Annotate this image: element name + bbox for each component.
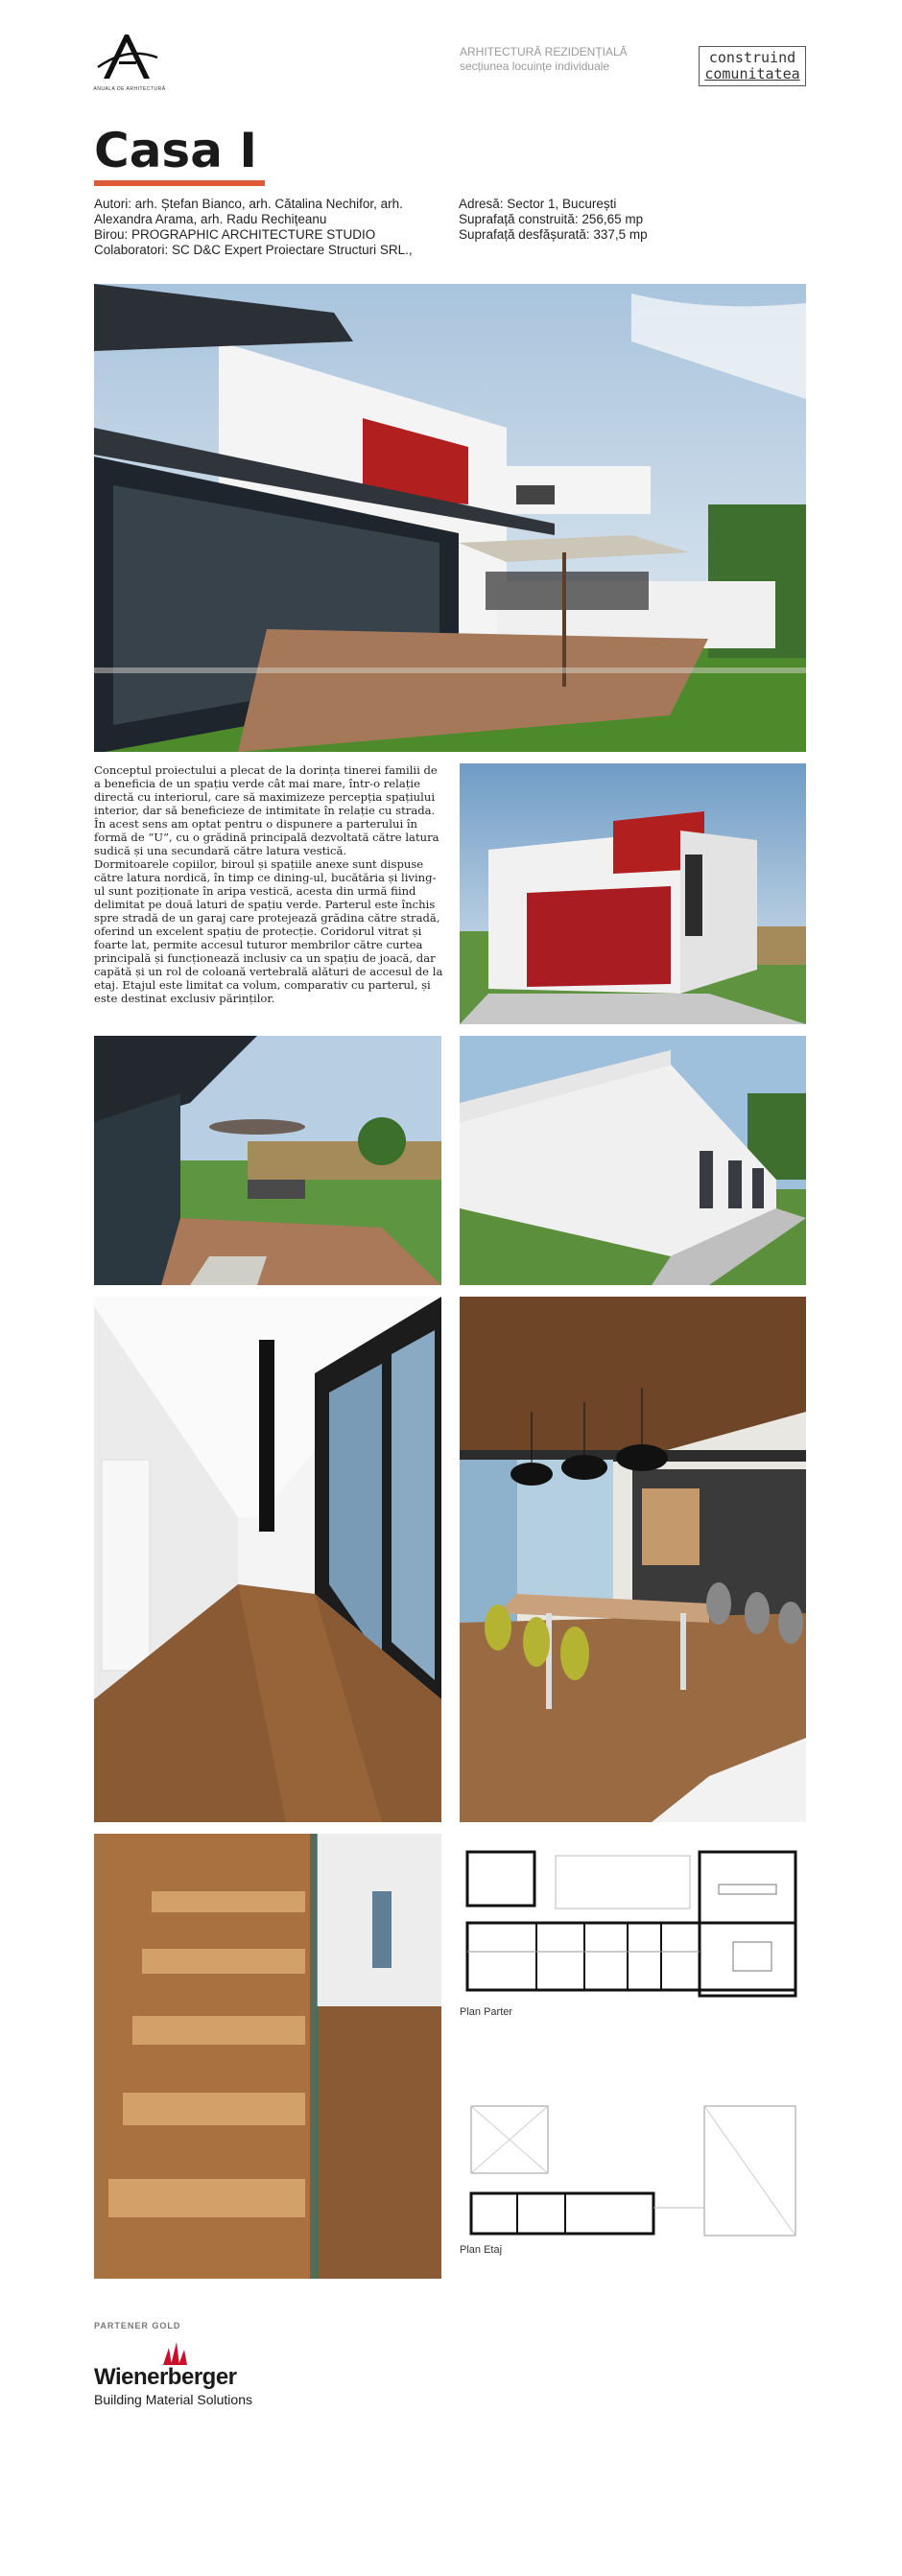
description-paragraph: Conceptul proiectului a plecat de la dorința tinerei familii de a beneficia de un spațiu verde cât mai mare, într-o relație directă cu interiorul, care să maximizeze percepția spațiului interior, dar să beneficieze de intimitate în relație cu strada. În acest sens am optat pentru o dispunere a parterului în formă de “U”, cu o grădină principală dezvoltată către latura sudică și una secundară către latura vestică. [94, 763, 439, 857]
partner-tagline: Building Material Solutions [94, 2392, 252, 2407]
office: Birou: PROGRAPHIC ARCHITECTURE STUDIO [94, 227, 376, 242]
category-line: ARHITECTURĂ REZIDENȚIALĂ [460, 45, 628, 59]
authors: Autori: arh. Ștefan Bianco, arh. Cătalina Nechifor, arh. Alexandra Arama, arh. Radu Rechițeanu [94, 197, 403, 226]
project-title: Casa I [94, 123, 257, 178]
ground-floor-plan [460, 1846, 806, 2004]
developed-area: Suprafață desfășurată: 337,5 mp [459, 227, 648, 242]
construind-comunitatea-logo [699, 46, 806, 86]
staircase-photo [94, 1834, 441, 2279]
logo-caption: ANUALA DE ARHITECTURĂ [93, 86, 166, 92]
category-heading [460, 45, 628, 74]
project-description [94, 763, 445, 1005]
cc-logo-line1: construind [708, 49, 796, 66]
terrace-photo [94, 1036, 441, 1285]
project-credits [94, 197, 459, 258]
built-area: Suprafață construită: 256,65 mp [459, 212, 644, 226]
cc-logo-line2: comunitatea [704, 65, 800, 82]
corridor-photo [94, 1297, 441, 1822]
description-paragraph: Dormitoarele copiilor, biroul și spațiile anexe sunt dispuse către latura nordică, în timp ce dining-ul, bucătăria și living-ul sunt poziționate în aripa vestică, acesta din urmă fiind delimitat pe două laturi de spațiu verde. Parterul este închis spre stradă de un garaj care protejează grădina către stradă, oferind un excelent spațiu de protecție. Coridorul vitrat și foarte lat, permite accesul tuturor membrilor către curtea principală și funcționează inclusiv ca un spațiu de joacă, dar capătă și un rol de coloană vertebrală alături de accesul de la etaj. Etajul este limitat ca volum, comparativ cu parterul, și este destinat exclusiv părinților. [94, 857, 443, 1005]
upper-floor-plan [460, 2102, 806, 2241]
partner-brand: Wienerberger [94, 2364, 237, 2390]
title-underline [94, 180, 265, 186]
garage-exterior-photo [460, 763, 806, 1024]
partner-label: PARTENER GOLD [94, 2321, 181, 2330]
address: Adresă: Sector 1, București [459, 197, 617, 211]
dining-photo [460, 1297, 806, 1822]
hero-exterior-photo [94, 284, 806, 752]
collaborators: Colaboratori: SC D&C Expert Proiectare Structuri SRL., [94, 243, 413, 257]
ground-plan-label: Plan Parter [460, 2006, 513, 2018]
upper-plan-label: Plan Etaj [460, 2244, 503, 2256]
anuala-logo-icon [94, 29, 161, 86]
project-facts [459, 197, 804, 243]
category-subline: secțiunea locuințe individuale [460, 59, 610, 73]
side-facade-photo [460, 1036, 806, 1285]
wienerberger-roof-icon [161, 2340, 190, 2365]
